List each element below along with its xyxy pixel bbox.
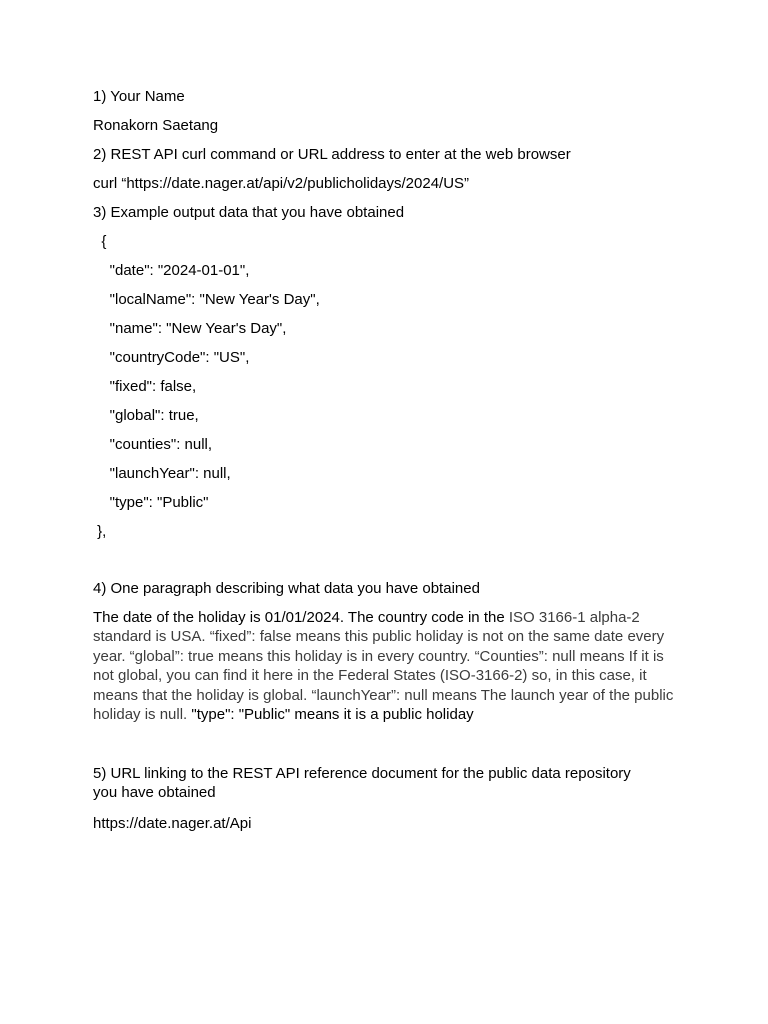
json-line: }, — [93, 523, 107, 540]
q5-answer: https://date.nager.at/Api — [93, 815, 252, 832]
q4-paragraph — [93, 608, 683, 724]
json-line: { — [93, 233, 107, 250]
json-line: "counties": null, — [93, 436, 213, 453]
q4-heading: 4) One paragraph describing what data you have obtained — [93, 580, 480, 597]
q2-heading: 2) REST API curl command or URL address to enter at the web browser — [93, 146, 571, 163]
q1-answer: Ronakorn Saetang — [93, 117, 219, 134]
q1-heading: 1) Your Name — [93, 88, 185, 105]
q3-heading: 3) Example output data that you have obtained — [93, 204, 405, 221]
q4-paragraph-part3: "type": "Public" means it is a public holiday — [191, 706, 474, 724]
json-line: "date": "2024-01-01", — [93, 262, 250, 279]
q5-heading-line1: 5) URL linking to the REST API reference document for the public data repository — [93, 765, 631, 782]
json-line: "localName": "New Year's Day", — [93, 291, 320, 308]
json-line: "launchYear": null, — [93, 465, 231, 482]
json-line: "type": "Public" — [93, 494, 209, 511]
q5-heading-line2: you have obtained — [93, 784, 216, 801]
json-line: "name": "New Year's Day", — [93, 320, 287, 337]
q4-paragraph-part2: ISO 3166-1 alpha-2 standard is USA. “fixed”: false means this public holiday is not on the same date every year. “global”: true means this holiday is in every country. “Counties”: null means If it is not global, you can find it here in the Federal States (ISO-3166-2) so, in this case, it means that the holiday is global. “launchYear”: null means The launch year of the public holiday is null. — [93, 609, 674, 724]
q4-paragraph-part1: The date of the holiday is 01/01/2024. The country code in the — [93, 609, 509, 626]
json-line: "global": true, — [93, 407, 199, 424]
json-line: "countryCode": "US", — [93, 349, 250, 366]
q2-answer: curl “https://date.nager.at/api/v2/publicholidays/2024/US” — [93, 175, 470, 192]
json-line: "fixed": false, — [93, 378, 197, 395]
